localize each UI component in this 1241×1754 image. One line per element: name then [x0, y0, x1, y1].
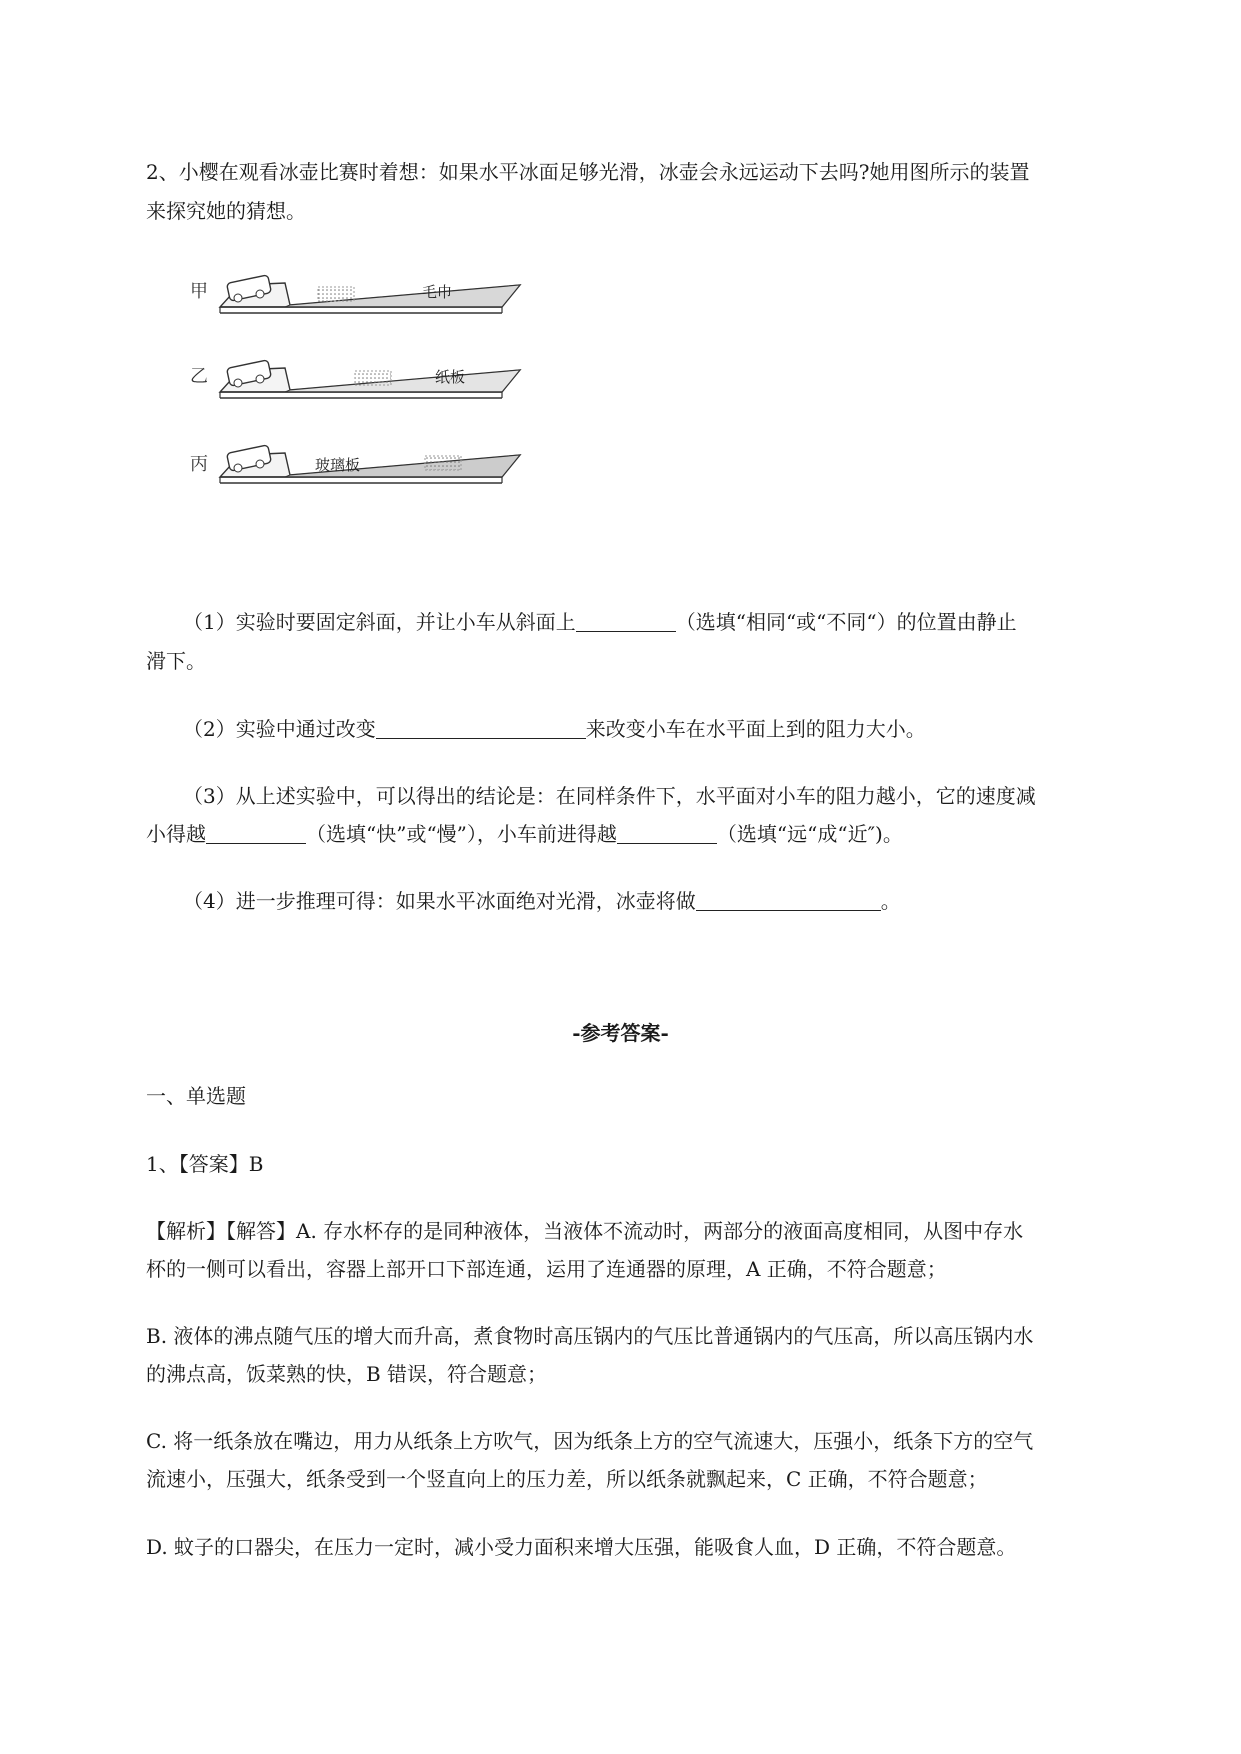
answer-item-1: 1、【答案】B	[146, 1152, 264, 1176]
figure-row-yi	[190, 360, 520, 398]
sub-question-3-line-2: 小得越 （选填“快”或“慢”），小车前进得越 （选填“远“成“近″)。	[146, 822, 903, 846]
surface-cardboard	[285, 370, 520, 392]
answer-blank-1[interactable]	[576, 611, 676, 632]
figure-label-jia: 甲	[190, 281, 208, 302]
analysis-a-line-2: 杯的一侧可以看出，容器上部开口下部连通，运用了连通器的原理，A 正确，不符合题意；	[146, 1257, 947, 1281]
cart-stop-position	[355, 371, 391, 385]
sub-question-1-line-2: 滑下。	[146, 649, 206, 673]
surface-label-towel: 毛巾	[422, 283, 453, 301]
surface-label-glass: 玻璃板	[315, 456, 361, 474]
analysis-c-line-1: C. 将一纸条放在嘴边，用力从纸条上方吹气，因为纸条上方的空气流速大，压强小，纸条下方的空气	[146, 1429, 1034, 1453]
sub-question-1-line-1: （1）实验时要固定斜面，并让小车从斜面上 （选填“相同“或“不同“）的位置由静止	[183, 610, 1017, 634]
analysis-a-line-1: 【解析】【解答】A. 存水杯存的是同种液体，当液体不流动时，两部分的液面高度相同，从图中存水	[146, 1219, 1024, 1243]
figure-label-yi: 乙	[190, 366, 208, 387]
analysis-c-line-2: 流速小，压强大，纸条受到一个竖直向上的压力差，所以纸条就飘起来，C 正确，不符合题意；	[146, 1467, 988, 1491]
sub-question-3-line-1: （3）从上述实验中，可以得出的结论是：在同样条件下，水平面对小车的阻力越小，它的速度减	[183, 784, 1036, 808]
question-2-stem-line-2: 来探究她的猜想。	[146, 199, 306, 223]
section-heading: 一、单选题	[146, 1084, 246, 1108]
figure-row-bing	[190, 445, 520, 483]
analysis-d-line-1: D. 蚊子的口器尖，在压力一定时，减小受力面积来增大压强，能吸食人血，D 正确，不符合题意。	[146, 1535, 1017, 1559]
answer-key-title: -参考答案-	[572, 1021, 669, 1045]
cart-stop-position	[425, 456, 461, 470]
answer-blank-3[interactable]	[206, 823, 306, 844]
analysis-b-line-2: 的沸点高，饭菜熟的快，B 错误，符合题意；	[146, 1362, 548, 1386]
question-2-stem-line-1: 2、小樱在观看冰壶比赛时着想：如果水平冰面足够光滑，冰壶会永远运动下去吗?她用图所示的装置	[146, 160, 1030, 184]
analysis-b-line-1: B. 液体的沸点随气压的增大而升高，煮食物时高压锅内的气压比普通锅内的气压高，所以高压锅内水	[146, 1324, 1034, 1348]
answer-blank-4[interactable]	[617, 823, 717, 844]
figure-row-jia	[190, 275, 520, 313]
experiment-figure	[190, 265, 590, 565]
sub-question-4: （4）进一步推理可得：如果水平冰面绝对光滑，冰壶将做 。	[183, 889, 901, 913]
figure-label-bing: 丙	[190, 454, 208, 475]
answer-blank-5[interactable]	[696, 890, 881, 911]
sub-question-2: （2）实验中通过改变 来改变小车在水平面上到的阻力大小。	[183, 717, 926, 741]
answer-blank-2[interactable]	[376, 718, 586, 739]
surface-label-cardboard: 纸板	[435, 368, 466, 386]
cart-stop-position	[318, 287, 354, 301]
